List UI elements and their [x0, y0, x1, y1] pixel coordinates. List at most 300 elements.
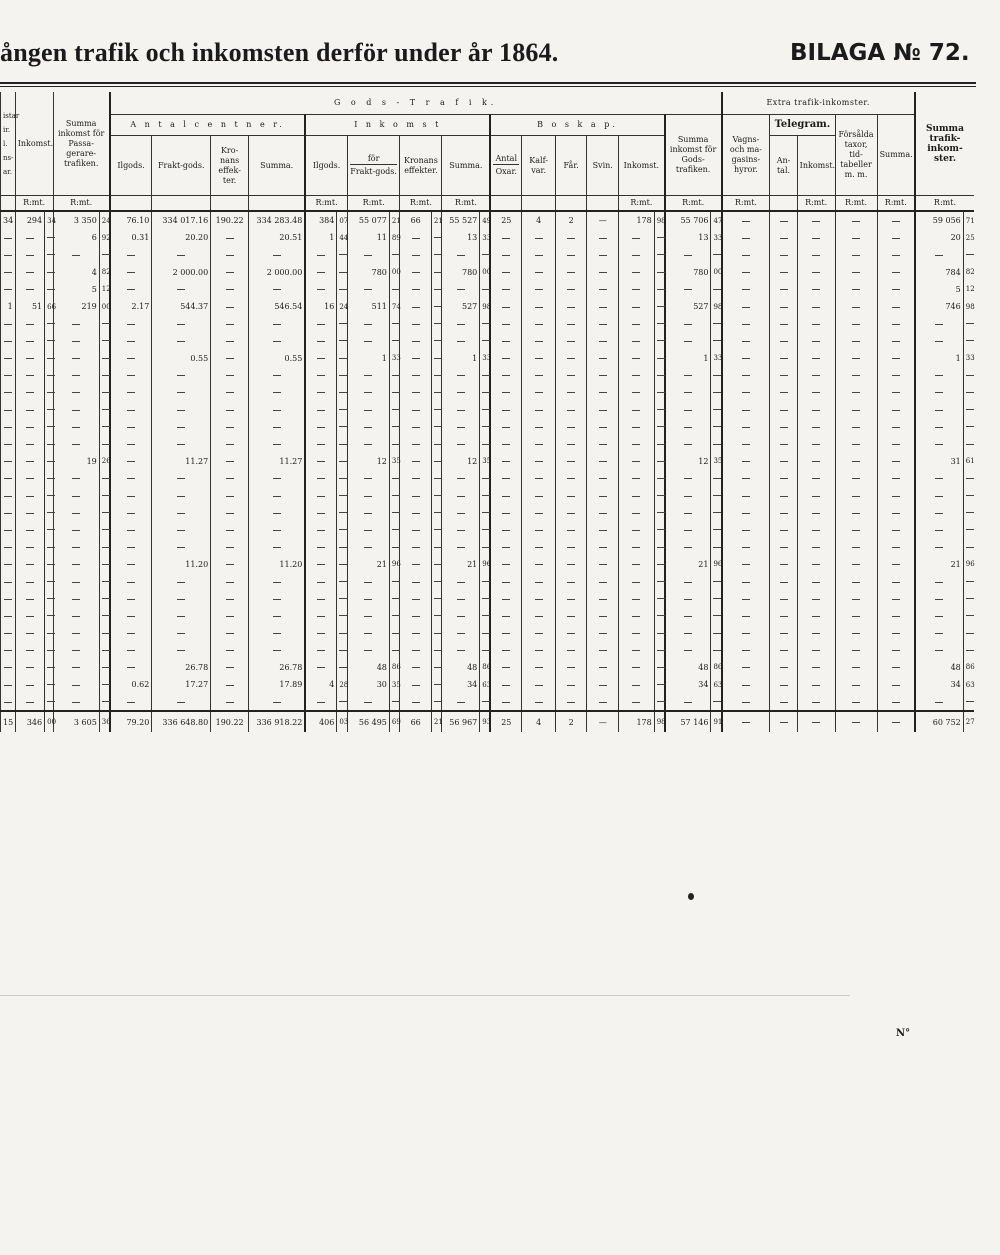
- dash: [935, 478, 943, 479]
- cell-lo: [654, 556, 665, 573]
- dash: [812, 238, 820, 239]
- cell-ti: [797, 487, 835, 504]
- cell-ho: [337, 504, 348, 521]
- table-row: [1, 539, 975, 556]
- cell-a: [1, 487, 16, 504]
- cell-c: [53, 676, 99, 693]
- dash: [102, 426, 110, 427]
- cell-ka: [522, 693, 556, 711]
- cell-g: [249, 521, 306, 538]
- page-title: ången trafik och inkomsten derför under år 1864.: [0, 38, 559, 67]
- dash: [657, 684, 665, 685]
- dash: [966, 598, 974, 599]
- cell-f: [211, 246, 249, 263]
- cell-c: [53, 401, 99, 418]
- dash: [4, 496, 12, 497]
- dash: [742, 667, 750, 668]
- dash: [47, 461, 55, 462]
- cell-co: [99, 418, 110, 435]
- cell-jo: [431, 521, 442, 538]
- cell-a: [1, 676, 16, 693]
- cell-h: [305, 556, 337, 573]
- dash: [657, 323, 665, 324]
- dash: [599, 392, 607, 393]
- cell-no: [963, 521, 974, 538]
- cell-ox: [490, 401, 522, 418]
- cell-ox: [490, 384, 522, 401]
- cell-l: [618, 625, 654, 642]
- dash: [632, 427, 640, 428]
- dash: [273, 341, 281, 342]
- cell-d: [110, 607, 152, 624]
- dash: [935, 650, 943, 651]
- cell-ho: 03: [337, 711, 348, 732]
- dash: [317, 633, 325, 634]
- dash: [502, 496, 510, 497]
- dash: [47, 375, 55, 376]
- dash: [273, 392, 281, 393]
- dash: [26, 599, 34, 600]
- table-row: [1, 350, 975, 367]
- cell-e: [152, 315, 211, 332]
- cell-ko: [480, 625, 491, 642]
- cell-vh: [722, 487, 770, 504]
- cell-jo: [431, 676, 442, 693]
- cell-jo: [431, 470, 442, 487]
- dash: [226, 410, 234, 411]
- cell-io: [389, 470, 400, 487]
- dash: [632, 547, 640, 548]
- cell-a: [1, 504, 16, 521]
- cell-jo: [431, 453, 442, 470]
- dash: [780, 616, 788, 617]
- dash: [339, 444, 347, 445]
- cell-mo: [711, 315, 722, 332]
- cell-no: [963, 401, 974, 418]
- cell-h: [305, 590, 337, 607]
- dash: [966, 701, 974, 702]
- cell-sv: —: [587, 711, 619, 732]
- cell-co: [99, 350, 110, 367]
- table-row: [1, 315, 975, 332]
- cell-a: [1, 229, 16, 246]
- cell-io: [389, 418, 400, 435]
- dash: [273, 582, 281, 583]
- dash: [127, 392, 135, 393]
- dash: [226, 444, 234, 445]
- cell-f: [211, 384, 249, 401]
- cell-d: [110, 487, 152, 504]
- table-row: [1, 435, 975, 452]
- cell-b: [15, 435, 44, 452]
- cell-ti: [797, 711, 835, 732]
- dash: [412, 633, 420, 634]
- cell-i: [347, 435, 389, 452]
- dash: [567, 478, 575, 479]
- table-row: [1, 298, 975, 315]
- cell-ka: [522, 487, 556, 504]
- dash: [177, 702, 185, 703]
- dash: [273, 444, 281, 445]
- cell-i: 56 495: [347, 711, 389, 732]
- dash: [966, 650, 974, 651]
- cell-mo: [711, 246, 722, 263]
- dash: [482, 254, 490, 255]
- dash: [177, 392, 185, 393]
- dash: [502, 530, 510, 531]
- dash: [412, 410, 420, 411]
- dash: [317, 702, 325, 703]
- dash: [317, 478, 325, 479]
- dash: [502, 324, 510, 325]
- dash: [127, 255, 135, 256]
- cell-co: [99, 607, 110, 624]
- cell-ox: [490, 539, 522, 556]
- cell-bo: [45, 487, 53, 504]
- dash: [502, 375, 510, 376]
- dash: [412, 685, 420, 686]
- cell-io: [389, 573, 400, 590]
- dash: [4, 255, 12, 256]
- dash: [102, 323, 110, 324]
- dash: [852, 341, 860, 342]
- cell-k: 527: [442, 298, 480, 315]
- cell-c: 219: [53, 298, 99, 315]
- cell-sv: [587, 418, 619, 435]
- dash: [72, 255, 80, 256]
- cell-f: [211, 659, 249, 676]
- cell-k: 56 967: [442, 711, 480, 732]
- dash: [599, 530, 607, 531]
- cell-i: 55 077: [347, 211, 389, 229]
- cell-g: [249, 401, 306, 418]
- cell-l: [618, 693, 654, 711]
- dash: [966, 547, 974, 548]
- bleed-through-rule: [0, 995, 850, 1026]
- cell-se: [877, 625, 915, 642]
- dash: [339, 289, 347, 290]
- cell-fs: [835, 504, 877, 521]
- dash: [26, 650, 34, 651]
- cell-ka: [522, 246, 556, 263]
- cell-ko: [480, 384, 491, 401]
- cell-io: [389, 487, 400, 504]
- dash: [852, 582, 860, 583]
- dash: [177, 427, 185, 428]
- cell-no: 96: [963, 556, 974, 573]
- table-row: [1, 281, 975, 298]
- cell-h: [305, 470, 337, 487]
- cell-d: [110, 521, 152, 538]
- dash: [226, 461, 234, 462]
- cell-no: [963, 693, 974, 711]
- cell-bo: [45, 607, 53, 624]
- dash: [780, 599, 788, 600]
- cell-fs: [835, 229, 877, 246]
- dash: [657, 461, 665, 462]
- cell-f: [211, 401, 249, 418]
- cell-se: [877, 332, 915, 349]
- dash: [599, 496, 607, 497]
- cell-ox: [490, 281, 522, 298]
- dash: [364, 478, 372, 479]
- cell-g: [249, 693, 306, 711]
- top-rule-thin: [0, 86, 976, 87]
- cell-i: [347, 625, 389, 642]
- dash: [812, 685, 820, 686]
- dash: [852, 650, 860, 651]
- cell-jo: [431, 281, 442, 298]
- cell-sv: [587, 470, 619, 487]
- cell-i: 48: [347, 659, 389, 676]
- cell-io: 69: [389, 711, 400, 732]
- dash: [482, 323, 490, 324]
- dash: [935, 410, 943, 411]
- cell-co: [99, 401, 110, 418]
- cell-sv: [587, 556, 619, 573]
- cell-ta: [770, 573, 797, 590]
- cell-ko: [480, 435, 491, 452]
- cell-ox: [490, 315, 522, 332]
- dash: [535, 461, 543, 462]
- cell-fa: [555, 625, 587, 642]
- dash: [102, 409, 110, 410]
- cell-jo: 21: [431, 711, 442, 732]
- cell-a: [1, 573, 16, 590]
- cell-f: [211, 625, 249, 642]
- dash: [966, 478, 974, 479]
- cell-fs: [835, 264, 877, 281]
- cell-fs: [835, 676, 877, 693]
- dash: [72, 702, 80, 703]
- dash: [657, 581, 665, 582]
- dash: [339, 272, 347, 273]
- dash: [599, 702, 607, 703]
- cell-ti: [797, 470, 835, 487]
- dash: [102, 684, 110, 685]
- dash: [852, 221, 860, 222]
- cell-vh: [722, 521, 770, 538]
- cell-l: [618, 470, 654, 487]
- cell-k: 21: [442, 556, 480, 573]
- cell-h: [305, 281, 337, 298]
- dash: [812, 478, 820, 479]
- cell-ho: [337, 521, 348, 538]
- dash: [657, 564, 665, 565]
- dash: [339, 547, 347, 548]
- cell-ta: [770, 642, 797, 659]
- cell-m: [665, 384, 711, 401]
- cell-no: [963, 384, 974, 401]
- cell-io: 35: [389, 676, 400, 693]
- dash: [102, 564, 110, 565]
- dash: [632, 392, 640, 393]
- dash: [392, 409, 400, 410]
- dash: [632, 324, 640, 325]
- dash: [26, 255, 34, 256]
- dash: [47, 615, 55, 616]
- cell-g: [249, 573, 306, 590]
- dash: [599, 358, 607, 359]
- cell-se: [877, 590, 915, 607]
- cell-d: [110, 435, 152, 452]
- dash: [780, 444, 788, 445]
- dash: [482, 375, 490, 376]
- dash: [317, 444, 325, 445]
- cell-lo: 98: [654, 711, 665, 732]
- summa-gods-header: Summa inkomst för Gods-trafiken.: [665, 115, 722, 196]
- cell-ho: [337, 642, 348, 659]
- cell-e: [152, 521, 211, 538]
- cell-m: [665, 418, 711, 435]
- cell-i: 12: [347, 453, 389, 470]
- dash: [434, 358, 442, 359]
- cell-h: [305, 487, 337, 504]
- dash: [47, 684, 55, 685]
- cell-ox: [490, 607, 522, 624]
- cell-ko: [480, 590, 491, 607]
- cell-c: [53, 573, 99, 590]
- table-row: [1, 659, 975, 676]
- cell-co: [99, 435, 110, 452]
- cell-j: 66: [400, 711, 432, 732]
- cell-k: [442, 504, 480, 521]
- dash: [457, 599, 465, 600]
- cell-i: 21: [347, 556, 389, 573]
- dash: [412, 582, 420, 583]
- dash: [892, 685, 900, 686]
- cell-ho: [337, 470, 348, 487]
- table-row: [1, 625, 975, 642]
- cell-b: 51: [15, 298, 44, 315]
- dash: [26, 478, 34, 479]
- cell-mo: [711, 470, 722, 487]
- dash: [482, 701, 490, 702]
- dash: [632, 238, 640, 239]
- dash: [502, 702, 510, 703]
- dash: [339, 340, 347, 341]
- cell-k: [442, 367, 480, 384]
- cell-j: [400, 332, 432, 349]
- cell-f: [211, 453, 249, 470]
- dash: [364, 255, 372, 256]
- cell-sv: [587, 401, 619, 418]
- dash: [892, 633, 900, 634]
- cell-ta: [770, 487, 797, 504]
- cell-f: [211, 332, 249, 349]
- cell-g: [249, 607, 306, 624]
- dash: [966, 375, 974, 376]
- cell-ka: 4: [522, 711, 556, 732]
- cell-c: [53, 693, 99, 711]
- cell-fs: [835, 350, 877, 367]
- cell-mo: [711, 401, 722, 418]
- cell-vh: [722, 470, 770, 487]
- table-row: [1, 229, 975, 246]
- dash: [26, 324, 34, 325]
- cell-e: 544.37: [152, 298, 211, 315]
- dash: [26, 667, 34, 668]
- cell-ko: 96: [480, 556, 491, 573]
- cell-sv: [587, 435, 619, 452]
- dash: [127, 530, 135, 531]
- cell-m: [665, 487, 711, 504]
- dash: [482, 650, 490, 651]
- dash: [502, 616, 510, 617]
- cell-g: [249, 504, 306, 521]
- cell-sv: [587, 453, 619, 470]
- dash: [966, 615, 974, 616]
- dash: [632, 375, 640, 376]
- cell-d: [110, 246, 152, 263]
- cell-c: [53, 332, 99, 349]
- cell-m: [665, 332, 711, 349]
- dash: [535, 238, 543, 239]
- dash: [482, 444, 490, 445]
- dash: [127, 444, 135, 445]
- cell-mo: [711, 384, 722, 401]
- dash: [364, 324, 372, 325]
- cell-f: [211, 504, 249, 521]
- cell-g: [249, 470, 306, 487]
- cell-g: 26.78: [249, 659, 306, 676]
- dash: [742, 650, 750, 651]
- cell-c: 6: [53, 229, 99, 246]
- dash: [812, 667, 820, 668]
- dash: [226, 272, 234, 273]
- dash: [177, 255, 185, 256]
- cell-a: [1, 264, 16, 281]
- cell-c: 5: [53, 281, 99, 298]
- dash: [434, 512, 442, 513]
- dash: [535, 375, 543, 376]
- cell-k: 34: [442, 676, 480, 693]
- cell-fa: [555, 315, 587, 332]
- cell-ti: [797, 246, 835, 263]
- cell-se: [877, 418, 915, 435]
- cell-ta: [770, 711, 797, 732]
- cell-lo: [654, 435, 665, 452]
- cell-io: [389, 281, 400, 298]
- cell-ka: [522, 521, 556, 538]
- dash: [780, 722, 788, 723]
- dash: [892, 496, 900, 497]
- dash: [780, 564, 788, 565]
- dash: [502, 255, 510, 256]
- dash: [812, 564, 820, 565]
- dash: [339, 358, 347, 359]
- cell-ho: [337, 401, 348, 418]
- col-ilgods: Ilgods.: [110, 136, 152, 196]
- cell-h: [305, 521, 337, 538]
- cell-sv: —: [587, 211, 619, 229]
- cell-sv: [587, 281, 619, 298]
- dash: [852, 478, 860, 479]
- cell-ti: [797, 211, 835, 229]
- cell-ti: [797, 229, 835, 246]
- dash: [457, 547, 465, 548]
- dash: [657, 426, 665, 427]
- cell-ka: [522, 435, 556, 452]
- cell-co: 00: [99, 298, 110, 315]
- cell-h: [305, 332, 337, 349]
- cell-ti: [797, 607, 835, 624]
- cell-ti: [797, 435, 835, 452]
- cell-b: [15, 642, 44, 659]
- cell-e: [152, 487, 211, 504]
- dash: [392, 701, 400, 702]
- cell-c: 3 350: [53, 211, 99, 229]
